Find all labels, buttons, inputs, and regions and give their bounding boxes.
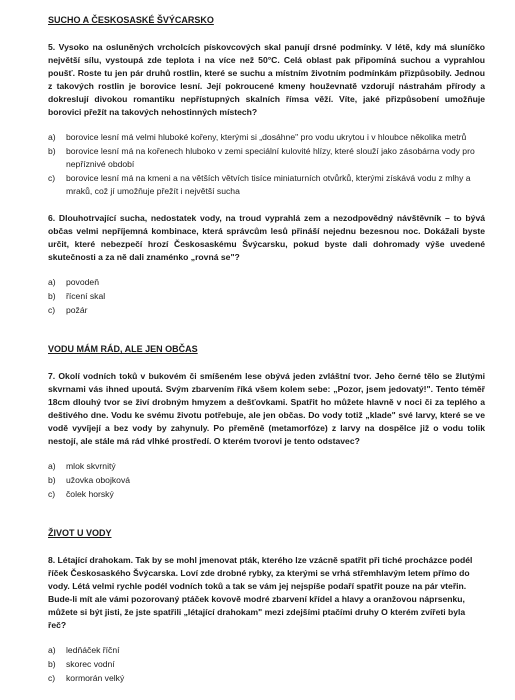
option-letter: b) bbox=[48, 291, 56, 301]
option-text: užovka obojková bbox=[66, 475, 131, 485]
option-item bbox=[48, 172, 485, 198]
question-7-text: 7. Okolí vodních toků v bukovém či smíšeném lese obývá jeden zvláštní tvor. Jeho černé tělo se žlutými skvrnami vás ihned upoutá. Svým zbarvením říká všem kolem sebe: „Pozor, jsem jedovatý!". Tento téměř 18cm dlouhý tvor se živí drobným hmyzem a dešťovkami. Spatřit ho můžete hlavně v noci či za teplého a deštivého dne. Vodu ke svému životu potřebuje, ale jen občas. Do vody totiž „klade" své larvy, které se ve vodě vyvíjejí a bez vody by zahynuly. Po přeměně (metamorfóze) z larvy na dospělce již o vodu tolik nestojí, ale stále má rád vlhké prostředí. O kterém tvorovi je tento odstavec? bbox=[48, 371, 485, 446]
option-item bbox=[48, 474, 485, 487]
option-text: skorec vodní bbox=[66, 659, 115, 669]
question-8-options bbox=[48, 644, 485, 685]
section-heading: ŽIVOT U VODY bbox=[48, 528, 112, 538]
option-item bbox=[48, 131, 485, 144]
question-8-text: 8. Létající drahokam. Tak by se mohl jmenovat pták, kterého lze vzácně spatřit při tiché procházce podél říček Českosaského Švýcarska. Loví zde drobné rybky, za kterými se vrhá střemhlavým letem přímo do vody. Létá velmi rychle podél vodních toků a tak se vám jej nejspíše podaří spatřit pouze na pár vteřin. Bude-li mít ale vámi pozorovaný ptáček kovově modré zbarvení křídel a hlavy a oranžovou náprsenku, můžete si být jisti, že jste spatřili „létající drahokam" mezi zdejšími ptačími druhy O kterém zvířeti byla řeč? bbox=[48, 555, 473, 630]
option-letter: b) bbox=[48, 146, 56, 156]
option-item bbox=[48, 276, 485, 289]
option-item bbox=[48, 672, 485, 685]
option-letter: c) bbox=[48, 173, 56, 183]
option-text: čolek horský bbox=[66, 489, 114, 499]
question-5-options bbox=[48, 131, 485, 198]
option-text: mlok skvrnitý bbox=[66, 461, 116, 471]
option-letter: c) bbox=[48, 305, 56, 315]
question-7-options bbox=[48, 460, 485, 501]
option-item bbox=[48, 644, 485, 657]
option-letter: c) bbox=[48, 489, 56, 499]
option-letter: b) bbox=[48, 475, 56, 485]
option-letter: c) bbox=[48, 673, 56, 683]
option-text: ledňáček říční bbox=[66, 645, 120, 655]
option-item bbox=[48, 145, 485, 171]
option-text: povodeň bbox=[66, 277, 99, 287]
section-heading: SUCHO A ČESKOSASKÉ ŠVÝCARSKO bbox=[48, 15, 214, 25]
option-letter: a) bbox=[48, 461, 56, 471]
option-text: požár bbox=[66, 305, 88, 315]
section-heading: VODU MÁM RÁD, ALE JEN OBČAS bbox=[48, 344, 198, 354]
option-text: řícení skal bbox=[66, 291, 106, 301]
option-item bbox=[48, 488, 485, 501]
option-text: kormorán velký bbox=[66, 673, 125, 683]
option-letter: a) bbox=[48, 645, 56, 655]
option-text: borovice lesní má na kmeni a na větších větvích tisíce miniaturních otvůrků, kterými získává vodu z mlhy a mraků, což jí umožňuje přežít i největší sucha bbox=[66, 173, 471, 196]
option-item bbox=[48, 304, 485, 317]
option-item bbox=[48, 290, 485, 303]
question-5-text: 5. Vysoko na osluněných vrcholcích pískovcových skal panují drsné podmínky. V létě, kdy má sluníčko největší sílu, vystoupá zde teplota i na více než 50°C. Celá oblast pak připomíná suchou a vyprahlou poušť. Roste tu jen pár druhů rostlin, které se suchu a místním životním podmínkám přizpůsobily. Jednou z takových rostlin je borovice lesní. Její pokroucené kmeny houževnatě vzdorují nástrahám přírody a dokreslují divokou romantiku nepřístupných skalních římsa věží. Víte, jaké přizpůsobení umožňuje borovici přežít na takových nehostinných místech? bbox=[48, 42, 485, 117]
option-text: borovice lesní má velmi hluboké kořeny, kterými si „dosáhne" pro vodu ukrytou i v hloubce několika metrů bbox=[66, 132, 467, 142]
question-6-text: 6. Dlouhotrvající sucha, nedostatek vody, na troud vyprahlá zem a nezodpovědný návštěvník – to bývá občas velmi nepříjemná kombinace, která správcům lesů přináší nejednu bezesnou noc. Dokážali byste určit, které nebezpečí hrozí Českosaskému Švýcarsku, pokud byste dali dohromady výše uvedené skutečnosti a za ně dali znaménko „rovná se"? bbox=[48, 213, 485, 262]
option-item bbox=[48, 658, 485, 671]
option-item bbox=[48, 460, 485, 473]
question-6-options bbox=[48, 276, 485, 317]
option-letter: b) bbox=[48, 659, 56, 669]
option-letter: a) bbox=[48, 277, 56, 287]
option-letter: a) bbox=[48, 132, 56, 142]
option-text: borovice lesní má na kořenech hluboko v zemi speciální kulovité hlízy, které slouží jako zásobárna vody pro nepříznivé období bbox=[66, 146, 475, 169]
